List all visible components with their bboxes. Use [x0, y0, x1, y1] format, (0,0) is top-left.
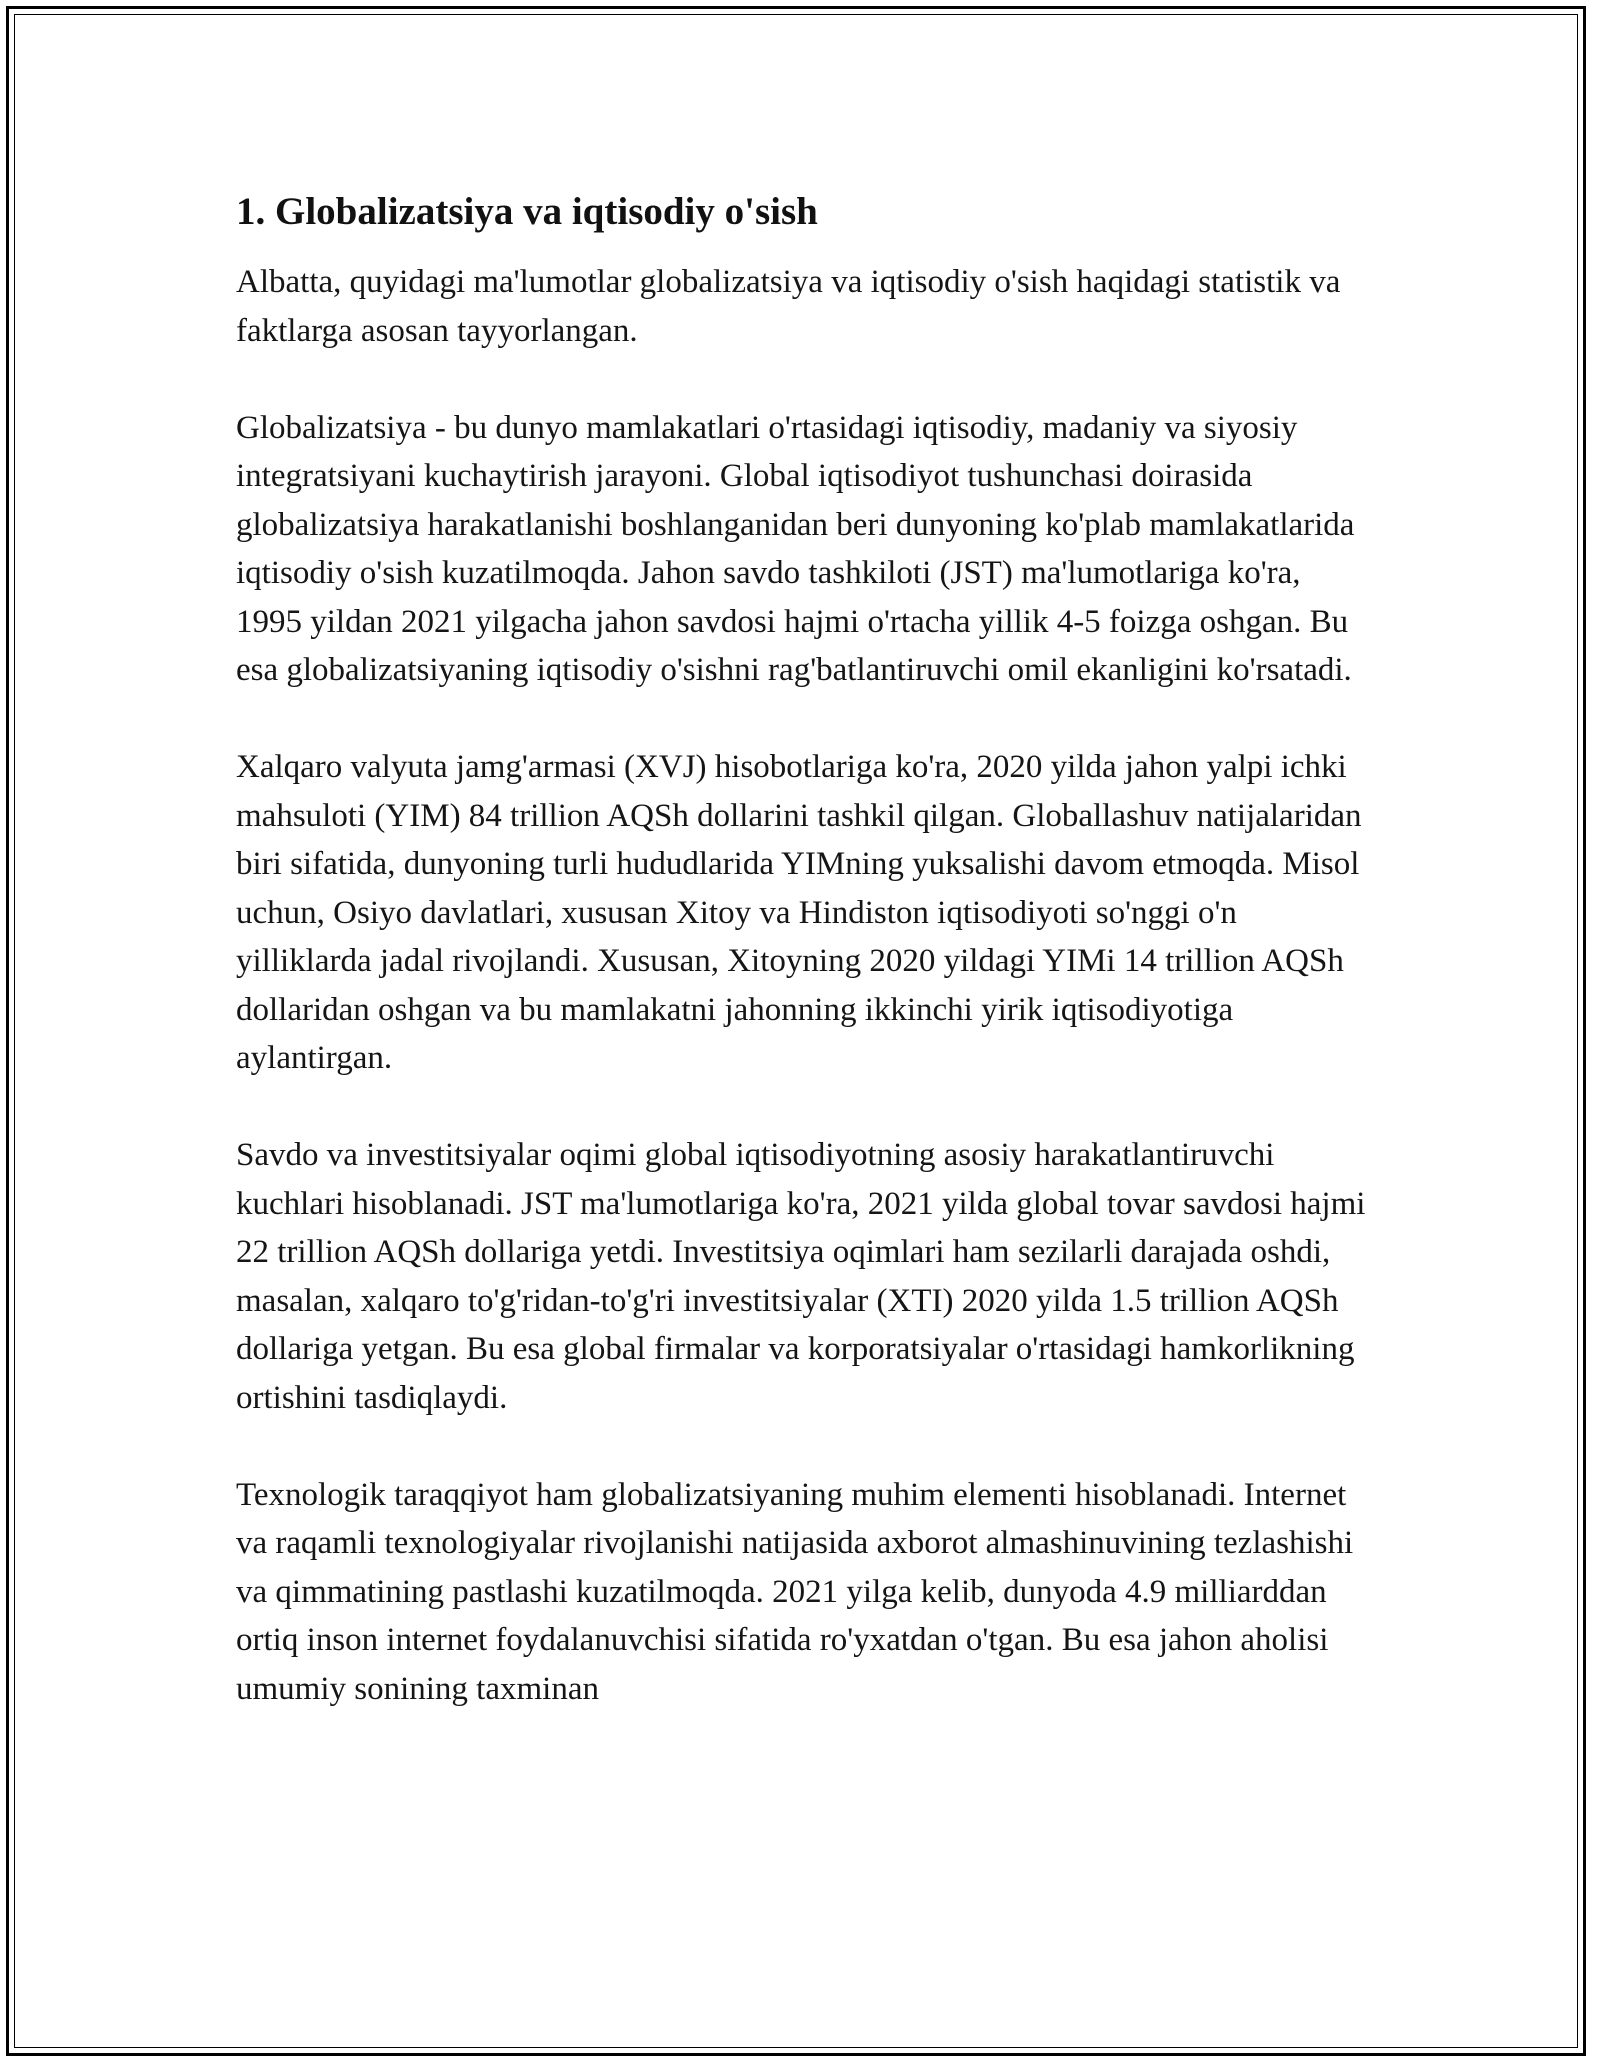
paragraph-globalization-definition: Globalizatsiya - bu dunyo mamlakatlari o'rtasidagi iqtisodiy, madaniy va siyosiy integratsiyani kuchaytirish jarayoni. Global iqtisodiyot tushunchasi doirasida globalizatsiya harakatlanishi boshlanganidan beri dunyoning ko'plab mamlakatlarida iqtisodiy o'sish kuzatilmoqda. Jahon savdo tashkiloti (JST) ma'lumotlariga ko'ra, 1995 yildan 2021 yilgacha jahon savdosi hajmi o'rtacha yillik 4-5 foizga oshgan. Bu esa globalizatsiyaning iqtisodiy o'sishni rag'batlantiruvchi omil ekanligini ko'rsatadi.: [236, 409, 1355, 688]
document-body: [236, 186, 1366, 1762]
paragraph-intro: Albatta, quyidagi ma'lumotlar globalizatsiya va iqtisodiy o'sish haqidagi statistik va faktlarga asosan tayyorlangan.: [236, 264, 1341, 349]
paragraph-technology: Texnologik taraqqiyot ham globalizatsiyaning muhim elementi hisoblanadi. Internet va raqamli texnologiyalar rivojlanishi natijasida axborot almashinuvining tezlashishi va qimmatining pastlashi kuzatilmoqda. 2021 yilga kelib, dunyoda 4.9 milliarddan ortiq inson internet foydalanuvchisi sifatida ro'yxatdan o'tgan. Bu esa jahon aholisi umumiy sonining taxminan: [236, 1476, 1354, 1707]
paragraph-trade-investment: Savdo va investitsiyalar oqimi global iqtisodiyotning asosiy harakatlantiruvchi kuchlari hisoblanadi. JST ma'lumotlariga ko'ra, 2021 yilda global tovar savdosi hajmi 22 trillion AQSh dollariga yetdi. Investitsiya oqimlari ham sezilarli darajada oshdi, masalan, xalqaro to'g'ridan-to'g'ri investitsiyalar (XTI) 2020 yilda 1.5 trillion AQSh dollariga yetgan. Bu esa global firmalar va korporatsiyalar o'rtasidagi hamkorlikning ortishini tasdiqlaydi.: [236, 1137, 1366, 1416]
paragraph-gdp: Xalqaro valyuta jamg'armasi (XVJ) hisobotlariga ko'ra, 2020 yilda jahon yalpi ichki mahsuloti (YIM) 84 trillion AQSh dollarini tashkil qilgan. Globallashuv natijalaridan biri sifatida, dunyoning turli hududlarida YIMning yuksalishi davom etmoqda. Misol uchun, Osiyo davlatlari, xususan Xitoy va Hindiston iqtisodiyoti so'nggi o'n yilliklarda jadal rivojlandi. Xususan, Xitoyning 2020 yildagi YIMi 14 trillion AQSh dollaridan oshgan va bu mamlakatni jahonning ikkinchi yirik iqtisodiyotiga aylantirgan.: [236, 749, 1362, 1076]
section-heading: 1. Globalizatsiya va iqtisodiy o'sish: [236, 190, 818, 233]
